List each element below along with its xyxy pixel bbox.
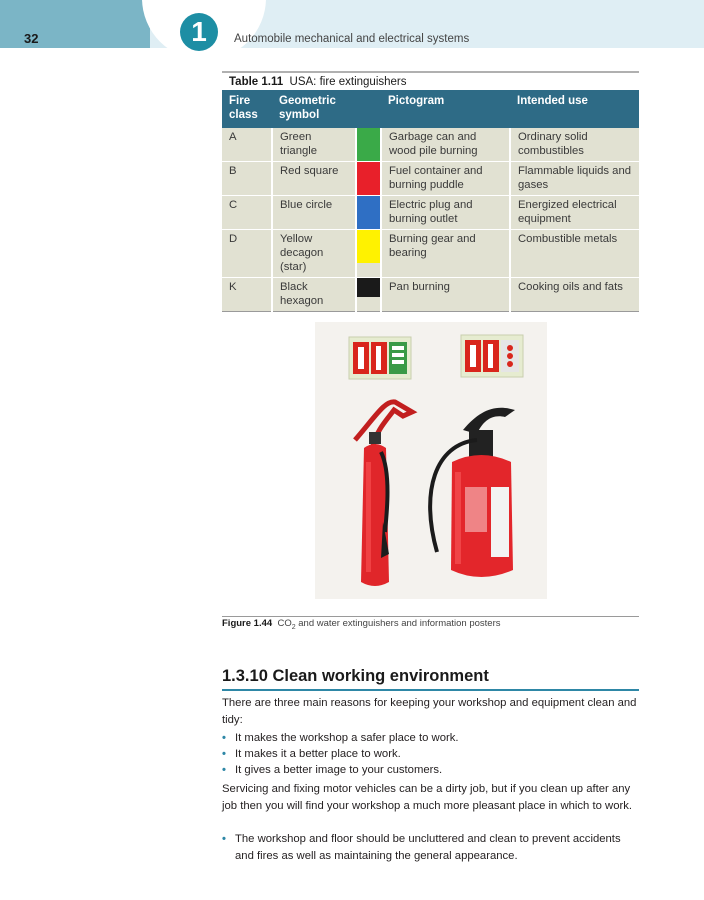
symbol-cell: Yellow decagon (star) xyxy=(272,230,356,278)
figure-label: Figure 1.44 xyxy=(222,618,273,629)
pictogram-cell: Burning gear and bearing xyxy=(381,230,510,278)
col-fire-class: Fire class xyxy=(222,90,272,128)
table-body xyxy=(222,128,639,312)
bullet-icon: • xyxy=(222,833,226,845)
symbol-cell: Blue circle xyxy=(272,196,356,230)
color-swatch xyxy=(357,128,380,161)
figure-caption-post: and water extinguishers and information posters xyxy=(295,618,501,629)
header-accent xyxy=(0,0,150,48)
intended-use-cell: Flammable liquids and gases xyxy=(510,162,639,196)
fire-class-cell: K xyxy=(222,278,272,312)
pictogram-cell: Pan burning xyxy=(381,278,510,312)
fire-extinguisher-table xyxy=(222,71,639,312)
fire-class-cell: C xyxy=(222,196,272,230)
col-geometric-symbol: Geometric symbol xyxy=(272,90,381,128)
body-paragraph: Servicing and fixing motor vehicles can be a dirty job, but if you clean up after any job then you will find your workshop a much more pleasant place in which to work. xyxy=(222,783,633,812)
intended-use-cell: Energized electrical equipment xyxy=(510,196,639,230)
bullet-icon: • xyxy=(222,748,226,760)
list-item xyxy=(222,831,639,864)
list-item-text: The workshop and floor should be uncluttered and clean to prevent accidents and fires as well as maintaining the general appearance. xyxy=(235,833,621,862)
intended-use-cell: Cooking oils and fats xyxy=(510,278,639,312)
page-number: 32 xyxy=(24,31,39,46)
chapter-title: Automobile mechanical and electrical systems xyxy=(234,33,470,45)
table-row xyxy=(222,278,639,312)
figure-caption xyxy=(222,618,501,631)
table-caption xyxy=(222,73,639,90)
fire-class-cell: D xyxy=(222,230,272,278)
section-title: 1.3.10 Clean working environment xyxy=(222,667,489,685)
list-item xyxy=(222,730,639,747)
table-caption-text: USA: fire extinguishers xyxy=(289,76,407,88)
list-item-text: It makes the workshop a safer place to work. xyxy=(235,732,459,744)
col-pictogram: Pictogram xyxy=(381,90,510,128)
intended-use-cell: Combustible metals xyxy=(510,230,639,278)
pictogram-cell: Electric plug and burning outlet xyxy=(381,196,510,230)
symbol-color-swatch xyxy=(356,230,381,278)
color-swatch xyxy=(357,278,380,297)
symbol-cell: Black hexagon xyxy=(272,278,356,312)
table-row xyxy=(222,128,639,162)
color-swatch xyxy=(357,196,380,229)
symbol-color-swatch xyxy=(356,196,381,230)
list-item-text: It gives a better image to your customers. xyxy=(235,764,443,776)
chapter-badge: 1 xyxy=(180,13,218,51)
info-poster-right-icon xyxy=(461,335,523,377)
symbol-color-swatch xyxy=(356,162,381,196)
table-header-row xyxy=(222,90,639,128)
list-item xyxy=(222,762,639,779)
symbol-color-swatch xyxy=(356,278,381,312)
table xyxy=(222,90,639,312)
extinguisher-illustration xyxy=(315,322,547,599)
section-rule xyxy=(222,689,639,691)
list-item xyxy=(222,746,639,763)
figure-caption-pre: CO xyxy=(277,618,292,629)
table-row xyxy=(222,196,639,230)
extinguisher-photo xyxy=(315,322,547,599)
intended-use-cell: Ordinary solid combustibles xyxy=(510,128,639,162)
info-poster-left-icon xyxy=(349,337,411,379)
figure-caption-sub: 2 xyxy=(291,623,296,631)
color-swatch xyxy=(357,162,380,195)
fire-class-cell: B xyxy=(222,162,272,196)
table-row xyxy=(222,230,639,278)
bullet-icon: • xyxy=(222,732,226,744)
symbol-cell: Red square xyxy=(272,162,356,196)
col-intended-use: Intended use xyxy=(510,90,639,128)
fire-class-cell: A xyxy=(222,128,272,162)
table-label: Table 1.11 xyxy=(229,76,284,88)
symbol-color-swatch xyxy=(356,128,381,162)
pictogram-cell: Garbage can and wood pile burning xyxy=(381,128,510,162)
color-swatch xyxy=(357,230,380,263)
bullet-icon: • xyxy=(222,764,226,776)
list-item-text: It makes it a better place to work. xyxy=(235,748,401,760)
symbol-cell: Green triangle xyxy=(272,128,356,162)
pictogram-cell: Fuel container and burning puddle xyxy=(381,162,510,196)
intro-paragraph: There are three main reasons for keeping your workshop and equipment clean and tidy: xyxy=(222,697,637,726)
table-row xyxy=(222,162,639,196)
figure-rule xyxy=(222,616,639,617)
